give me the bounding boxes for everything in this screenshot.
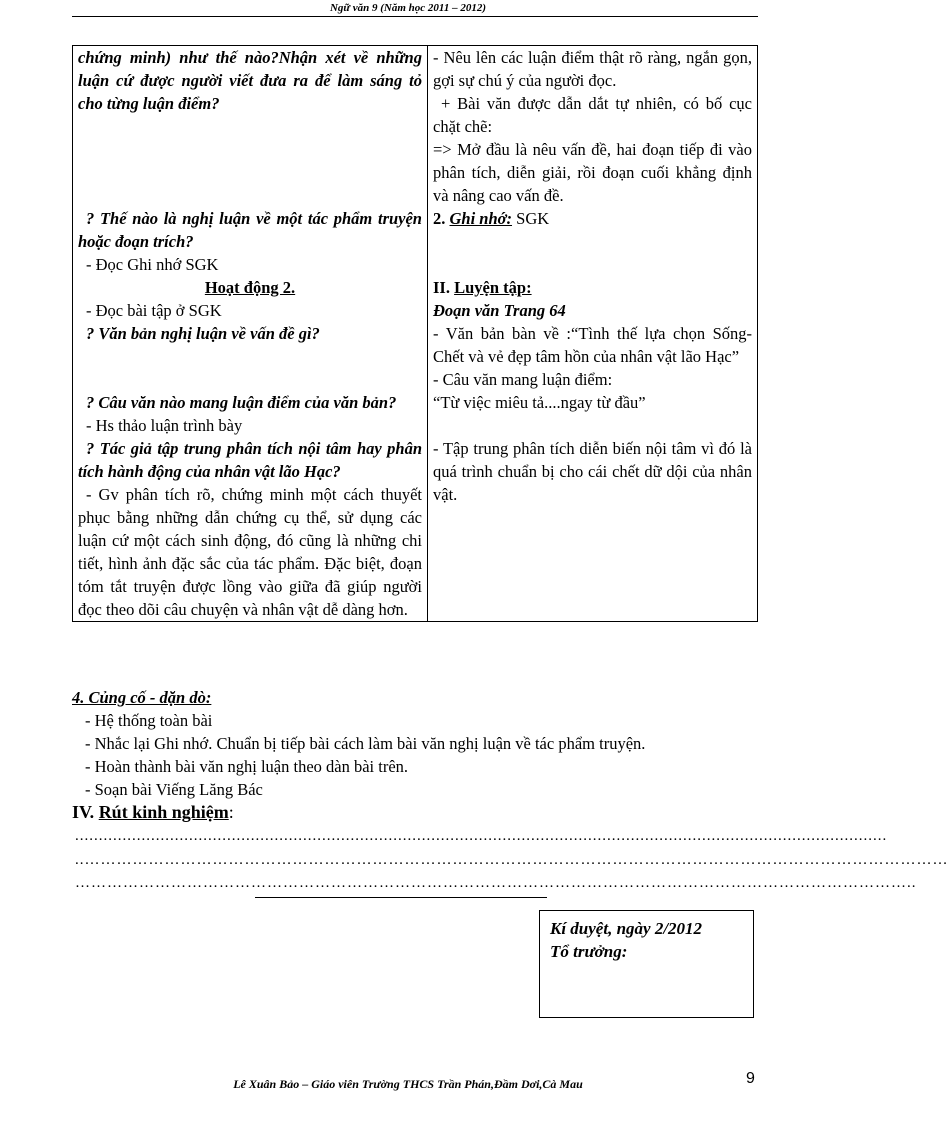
separator-rule [255, 897, 547, 898]
approval-role: Tổ trưởng: [550, 942, 628, 961]
ghi-nho-label: Ghi nhớ: [449, 209, 513, 228]
consolidation-title-text: 4. Củng cố - dặn dò: [72, 688, 212, 707]
answer-focus: - Tập trung phân tích diễn biến nội tâm vì đó là quá trình chuẩn bị cho cái chết dữ dội của nhân vật. [433, 439, 752, 504]
practice-number: II. [433, 278, 450, 297]
answer-point-3: => Mở đầu là nêu vấn đề, hai đoạn tiếp đi vào phân tích, diễn giải, rồi đoạn cuối khẳng định và nâng cao vấn đề. [433, 140, 752, 205]
consolidation-section [72, 686, 758, 801]
list-item: - Hệ thống toàn bài [85, 711, 213, 730]
answer-thesis-quote: “Từ việc miêu tả....ngay từ đầu” [433, 393, 646, 412]
approval-date: Kí duyệt, ngày 2/2012 [550, 919, 703, 938]
read-exercise: - Đọc bài tập ở SGK [86, 301, 222, 320]
question-issue: ? Văn bản nghị luận về vấn đề gì? [86, 324, 320, 343]
practice-subtitle: Đoạn văn Trang 64 [433, 301, 566, 320]
answer-point-2: + Bài văn được dẫn dắt tự nhiên, có bố cục chặt chẽ: [433, 94, 752, 136]
question-definition: ? Thế nào là nghị luận về một tác phẩm truyện hoặc đoạn trích? [78, 209, 422, 251]
experience-title: Rút kinh nghiệm [98, 802, 229, 822]
list-item: - Nhắc lại Ghi nhớ. Chuẩn bị tiếp bài cách làm bài văn nghị luận về tác phẩm truyện. [85, 734, 646, 753]
lesson-table [72, 45, 758, 622]
ghi-nho-text: SGK [516, 209, 550, 228]
list-item: - Hoàn thành bài văn nghị luận theo dàn bài trên. [85, 757, 409, 776]
header-rule [72, 16, 758, 17]
question-focus: ? Tác giả tập trung phân tích nội tâm hay phân tích hành động của nhân vật lão Hạc? [78, 439, 422, 481]
experience-line-2: ..……………………………………………………………………………………………………………………………………………… [75, 852, 949, 868]
answer-point-1: - Nêu lên các luận điểm thật rõ ràng, ngắn gọn, gợi sự chú ý của người đọc. [433, 48, 752, 90]
list-item: - Soạn bài Viếng Lăng Bác [85, 780, 263, 799]
question-method: chứng minh) như thế nào?Nhận xét về những luận cứ được người viết đưa ra để làm sáng tỏ cho từng luận điểm? [78, 48, 422, 113]
experience-heading [72, 801, 758, 824]
read-note: - Đọc Ghi nhớ SGK [86, 255, 219, 274]
consolidation-title [72, 686, 758, 709]
page-number: 9 [746, 1070, 755, 1087]
consolidation-list [72, 709, 758, 801]
teacher-note: - Gv phân tích rõ, chứng minh một cách thuyết phục bằng những dẫn chứng cụ thể, sử dụng các luận cứ một cách sinh động, đó cũng là những chi tiết, hình ảnh đặc sắc của tác phẩm. Đặc biệt, đoạn tóm tắt truyện được lồng vào giữa đã giúp người đọc theo dõi câu chuyện và nhân vật dễ dàng hơn. [78, 485, 422, 619]
activity-2-heading: Hoạt động 2. [204, 278, 296, 297]
experience-line-3: ………………………………………………………………………………………………………………………………………….. [75, 875, 917, 891]
practice-heading [433, 276, 752, 299]
practice-title: Luyện tập: [454, 278, 532, 297]
page-footer: Lê Xuân Bảo – Giáo viên Trường THCS Trần Phán,Đầm Dơi,Cà Mau [233, 1077, 583, 1091]
answer-thesis-label: - Câu văn mang luận điểm: [433, 370, 613, 389]
page-header: Ngữ văn 9 (Năm học 2011 – 2012) [329, 2, 486, 14]
ghi-nho-line [433, 207, 752, 230]
answer-issue: - Văn bản bàn về :“Tình thế lựa chọn Sống-Chết và vẻ đẹp tâm hồn của nhân vật lão Hạc” [433, 324, 752, 366]
approval-box [539, 910, 754, 1018]
experience-number: IV. [72, 802, 95, 822]
experience-colon: : [228, 802, 234, 822]
left-column [73, 46, 428, 622]
right-column [428, 46, 758, 622]
experience-line-1: ........................................................................................................................................................................... [75, 828, 888, 844]
discussion-note: - Hs thảo luận trình bày [86, 416, 243, 435]
ghi-nho-number: 2. [433, 209, 446, 228]
question-thesis: ? Câu văn nào mang luận điểm của văn bản? [86, 393, 397, 412]
table-row [73, 46, 758, 622]
